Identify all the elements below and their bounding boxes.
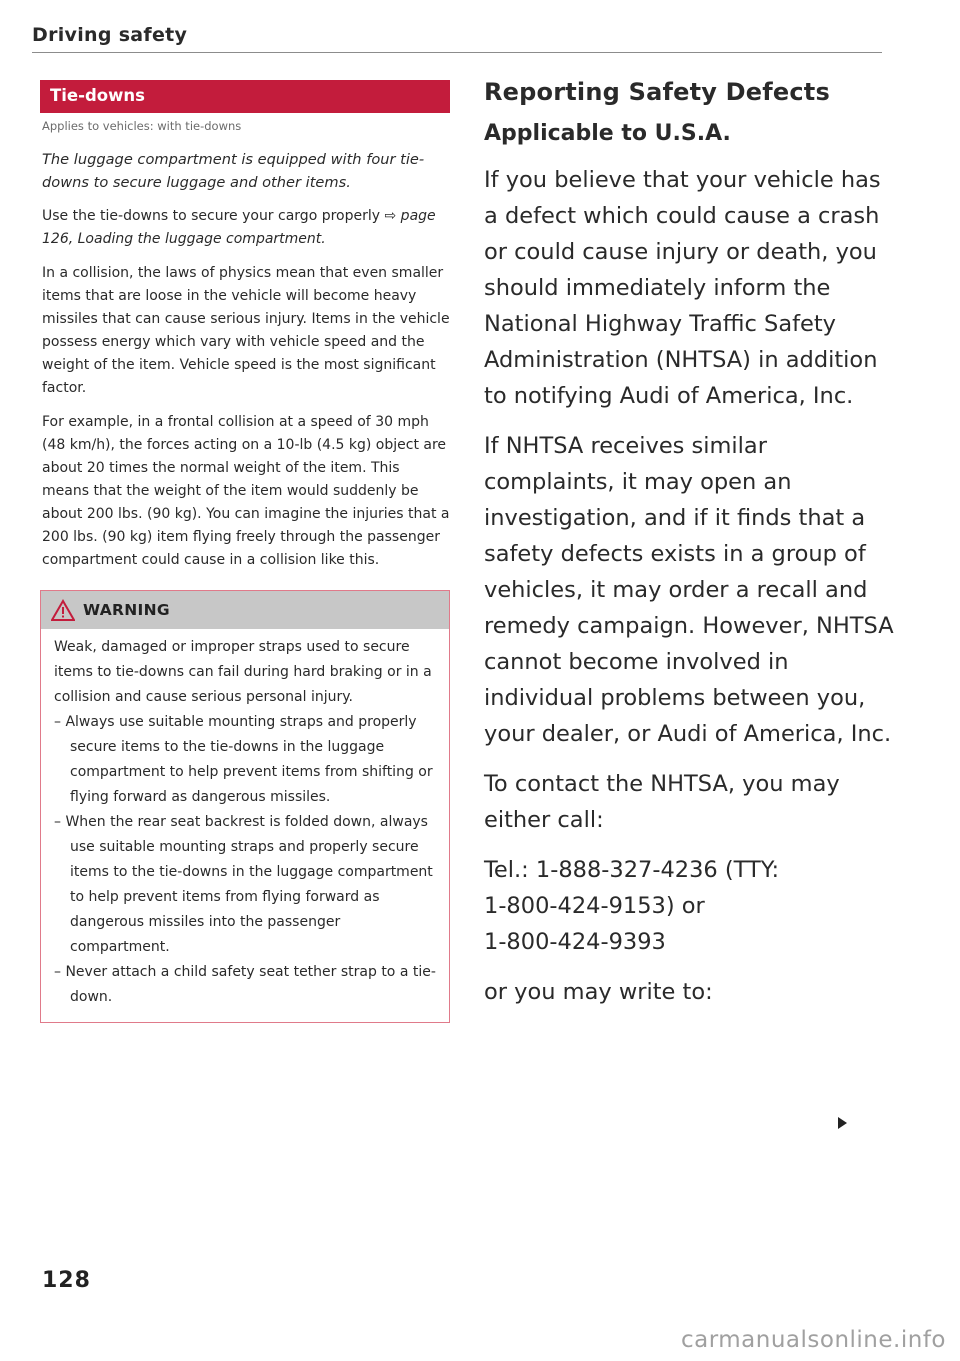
warning-body bbox=[41, 629, 449, 1010]
body-paragraph-3: For example, in a frontal collision at a speed of 30 mph (48 km/h), the forces acting on a 10-lb (4.5 kg) object are about 20 times the normal weight of the item. This means that the weight of the item would suddenly be about 200 lbs. (90 kg). You can imagine the injuries that a 200 lbs. (90 kg) item flying freely through the passenger compartment could cause in a collision like this. bbox=[42, 414, 450, 568]
warning-list-item: – Always use suitable mounting straps and properly secure items to the tie-downs in the luggage compartment to help prevent items from shifting or flying forward as dangerous missiles. bbox=[54, 714, 433, 805]
left-column bbox=[40, 80, 450, 1023]
header-divider bbox=[32, 52, 882, 53]
section-subheading: Applicable to U.S.A. bbox=[484, 121, 731, 146]
page-number: 128 bbox=[42, 1268, 91, 1293]
telephone-line-1: Tel.: 1-888-327-4236 (TTY: bbox=[484, 857, 780, 883]
warning-text: Weak, damaged or improper straps used to secure items to tie-downs can fail during hard braking or in a collision and cause serious personal injury. bbox=[54, 639, 432, 705]
body-paragraph-1 bbox=[42, 205, 450, 251]
telephone-line-2: 1-800-424-9153) or bbox=[484, 893, 705, 919]
body-paragraph-1-text: Use the tie-downs to secure your cargo properly bbox=[42, 208, 385, 224]
right-paragraph-2: If NHTSA receives similar complaints, it may open an investigation, and if it finds that a safety defects exists in a group of vehicles, it may order a recall and remedy campaign. However, NHTSA cannot become involved in individual problems between you, your dealer, or Audi of America, Inc. bbox=[484, 433, 894, 747]
right-paragraph-4: or you may write to: bbox=[484, 979, 713, 1005]
body-paragraph-2: In a collision, the laws of physics mean that even smaller items that are loose in the vehicle will become heavy missiles that can cause serious injury. Items in the vehicle possess energy which vary with vehicle speed and the weight of the item. Vehicle speed is the most significant factor. bbox=[42, 265, 450, 396]
warning-list bbox=[54, 710, 437, 1010]
telephone-line-3: 1-800-424-9393 bbox=[484, 929, 666, 955]
warning-triangle-icon bbox=[51, 599, 75, 621]
warning-list-item: – When the rear seat backrest is folded down, always use suitable mounting straps and properly secure items to the tie-downs in the luggage compartment to help prevent items from flying forward as dangerous missiles into the passenger compartment. bbox=[54, 814, 433, 955]
intro-text: The luggage compartment is equipped with four tie-downs to secure luggage and other items. bbox=[42, 151, 425, 191]
continue-arrow-icon bbox=[838, 1117, 847, 1129]
telephone-numbers bbox=[484, 852, 894, 960]
page-cross-reference-link[interactable]: ⇨ page 126, Loading the luggage compartment. bbox=[42, 208, 436, 247]
chapter-title: Driving safety bbox=[32, 24, 188, 46]
warning-box bbox=[40, 590, 450, 1023]
applies-to-note: Applies to vehicles: with tie-downs bbox=[42, 119, 242, 133]
warning-title: WARNING bbox=[83, 601, 170, 619]
right-paragraph-1: If you believe that your vehicle has a defect which could cause a crash or could cause injury or death, you should immediately inform the National Highway Traffic Safety Administration (NHTSA) in addition to notifying Audi of America, Inc. bbox=[484, 167, 881, 409]
warning-list-item: – Never attach a child safety seat tether strap to a tie-down. bbox=[54, 964, 436, 1005]
right-column bbox=[484, 76, 894, 1024]
right-paragraph-3: To contact the NHTSA, you may either call: bbox=[484, 771, 840, 833]
section-title-bar: Tie-downs bbox=[40, 80, 450, 113]
section-heading: Reporting Safety Defects bbox=[484, 78, 830, 106]
watermark: carmanualsonline.info bbox=[680, 1327, 946, 1353]
warning-header bbox=[41, 591, 449, 629]
